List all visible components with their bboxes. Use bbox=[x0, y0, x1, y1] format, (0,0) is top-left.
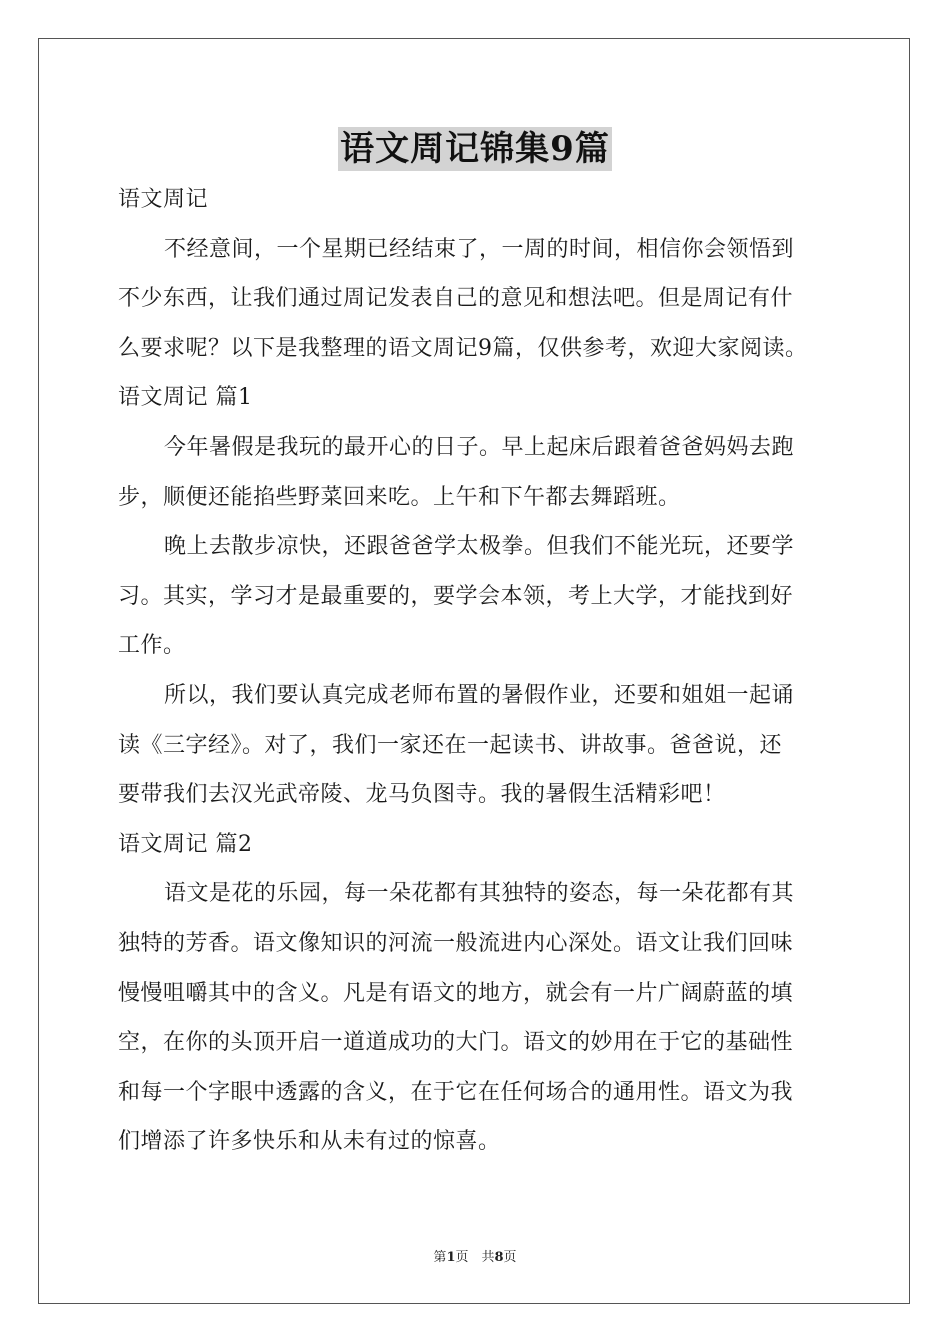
paragraph-line: 所以，我们要认真完成老师布置的暑假作业，还要和姐姐一起诵 bbox=[164, 682, 795, 708]
page-footer bbox=[0, 1246, 950, 1265]
paragraph-line: 今年暑假是我玩的最开心的日子。早上起床后跟着爸爸妈妈去跑 bbox=[164, 434, 795, 460]
footer-prefix: 第 bbox=[433, 1250, 447, 1265]
paragraph-line: 慢慢咀嚼其中的含义。凡是有语文的地方，就会有一片广阔蔚蓝的填 bbox=[118, 980, 794, 1006]
section-heading: 语文周记 篇1 bbox=[118, 385, 253, 411]
paragraph-line: 不少东西，让我们通过周记发表自己的意见和想法吧。但是周记有什 bbox=[118, 286, 794, 312]
paragraph-line: 晚上去散步凉快，还跟爸爸学太极拳。但我们不能光玩，还要学 bbox=[164, 534, 795, 560]
title-container bbox=[0, 127, 950, 171]
document-body bbox=[118, 175, 840, 1167]
section-heading: 语文周记 bbox=[118, 187, 209, 212]
footer-total-pages: 8 bbox=[494, 1250, 504, 1265]
paragraph-line: 不经意间，一个星期已经结束了，一周的时间，相信你会领悟到 bbox=[164, 236, 795, 262]
paragraph-line: 独特的芳香。语文像知识的河流一般流进内心深处。语文让我们回味 bbox=[118, 930, 794, 956]
paragraph-line: 空，在你的头顶开启一道道成功的大门。语文的妙用在于它的基础性 bbox=[118, 1030, 794, 1056]
paragraph-line: 和每一个字眼中透露的含义，在于它在任何场合的通用性。语文为我 bbox=[118, 1079, 794, 1105]
paragraph-line: 们增添了许多快乐和从未有过的惊喜。 bbox=[118, 1129, 501, 1155]
document-title: 语文周记锦集9篇 bbox=[340, 129, 610, 169]
footer-mid: 页 共 bbox=[455, 1250, 495, 1265]
paragraph-line: 语文是花的乐园，每一朵花都有其独特的姿态，每一朵花都有其 bbox=[164, 881, 795, 907]
paragraph-line: 工作。 bbox=[118, 633, 186, 659]
paragraph-line: 习。其实，学习才是最重要的，要学会本领，考上大学，才能找到好 bbox=[118, 583, 794, 609]
paragraph-line: 么要求呢？以下是我整理的语文周记9篇，仅供参考，欢迎大家阅读。 bbox=[118, 335, 808, 361]
section-heading: 语文周记 篇2 bbox=[118, 831, 253, 857]
paragraph-line: 读《三字经》。对了，我们一家还在一起读书、讲故事。爸爸说，还 bbox=[118, 732, 783, 758]
paragraph-line: 步，顺便还能掐些野菜回来吃。上午和下午都去舞蹈班。 bbox=[118, 484, 681, 510]
footer-page-number: 1 bbox=[446, 1250, 456, 1265]
footer-suffix: 页 bbox=[503, 1250, 517, 1265]
paragraph-line: 要带我们去汉光武帝陵、龙马负图寺。我的暑假生活精彩吧！ bbox=[118, 782, 726, 808]
